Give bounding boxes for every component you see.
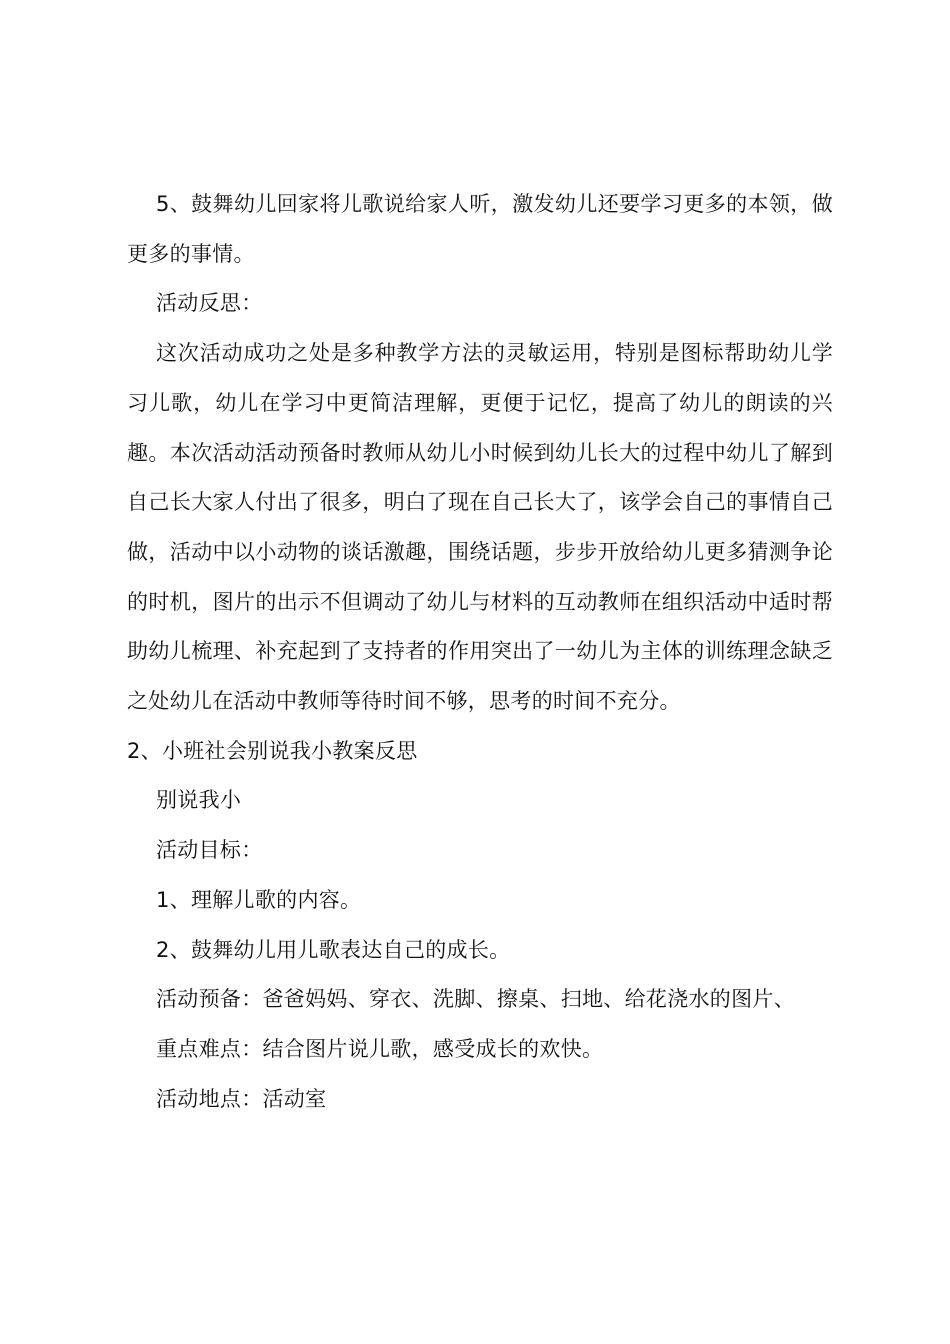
heading-activity-goals: 活动目标： — [156, 838, 263, 863]
paragraph-reflection-body: 这次活动成功之处是多种教学方法的灵敏运用，特别是图标帮助幼儿学习儿歌，幼儿在学习中更简洁理解，更便于记忆，提高了幼儿的朗读的兴趣。本次活动活动预备时教师从幼儿小时候到幼儿长大的过程中幼儿了解到自己长大家人付出了很多，明白了现在自己长大了，该学会自己的事情自己做，活动中以小动物的谈话激趣，围绕话题，步步开放给幼儿更多猜测争论的时机，图片的出示不但调动了幼儿与材料的互动教师在组织活动中适时帮助幼儿梳理、补充起到了支持者的作用突出了一幼儿为主体的训练理念缺乏之处幼儿在活动中教师等待时间不够，思考的时间不充分。 — [127, 341, 833, 714]
key-difficulties: 重点难点：结合图片说儿歌，感受成长的欢快。 — [156, 1036, 604, 1061]
goal-item-1: 1、理解儿歌的内容。 — [156, 887, 362, 912]
activity-location: 活动地点：活动室 — [156, 1086, 327, 1111]
lesson-title: 别说我小 — [156, 788, 242, 813]
goal-item-2: 2、鼓舞幼儿用儿歌表达自己的成长。 — [156, 937, 511, 962]
document-body — [127, 180, 833, 1124]
heading-activity-reflection: 活动反思： — [156, 291, 263, 316]
paragraph-step-5: 5、鼓舞幼儿回家将儿歌说给家人听，激发幼儿还要学习更多的本领，做更多的事情。 — [127, 192, 833, 266]
activity-preparation: 活动预备：爸爸妈妈、穿衣、洗脚、擦桌、扫地、给花浇水的图片、 — [156, 987, 795, 1012]
section-title-lesson-2: 2、小班社会别说我小教案反思 — [127, 738, 418, 763]
